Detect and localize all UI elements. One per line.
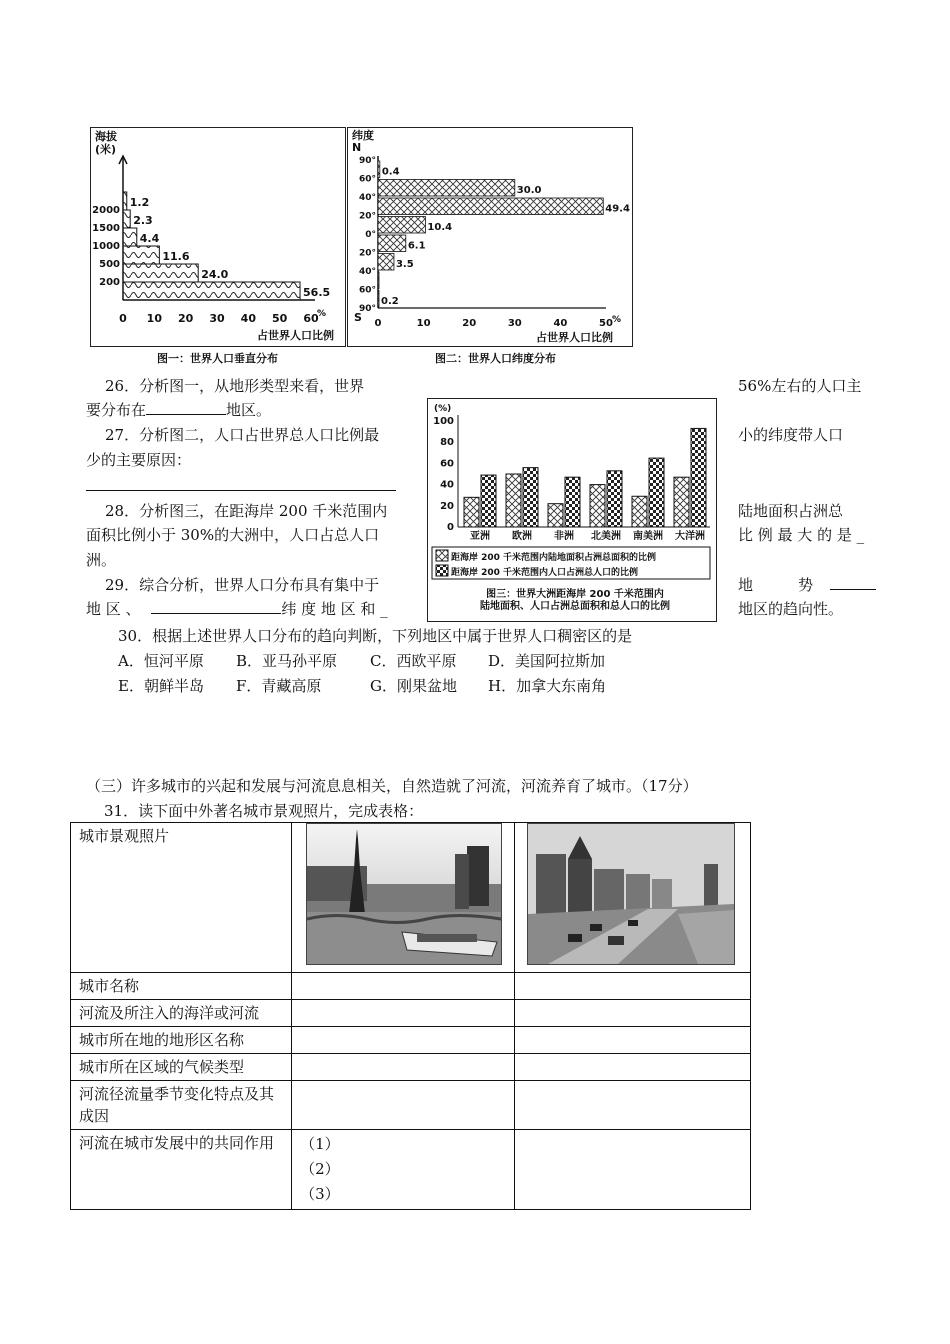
- x-unit: %: [317, 309, 327, 319]
- table-row: [71, 1054, 751, 1081]
- city-table: [70, 822, 751, 1210]
- table-row: [71, 1027, 751, 1054]
- answer-cell[interactable]: [515, 1130, 751, 1210]
- fig2-xlabel: 占世界人口比例: [536, 331, 613, 344]
- fig1-ylabel-unit: (米): [95, 143, 117, 156]
- fig1-ylabel: 海拔: [95, 130, 117, 143]
- figure-3-coastal-ratio: [427, 398, 717, 622]
- q27-line1: 27．分析图二，人口占世界总人口比例最: [105, 426, 380, 444]
- x-tick-label: 南美洲: [633, 531, 663, 542]
- bar-population: [649, 458, 664, 527]
- data-label: 56.5: [303, 286, 331, 299]
- q30-option-a[interactable]: A．恒河平原: [118, 652, 204, 670]
- row-label-landform: 城市所在地的地形区名称: [71, 1027, 292, 1054]
- answer-cell[interactable]: [292, 1054, 515, 1081]
- x-unit: %: [612, 315, 622, 325]
- q29-terrain: 地 势: [738, 576, 814, 594]
- q29-line1-right: [738, 574, 876, 596]
- mark-2: （2）: [300, 1160, 340, 1178]
- legend-label-area: 距海岸 200 千米范围内陆地面积占洲总面积的比例: [451, 553, 657, 563]
- table-row: [71, 1081, 751, 1130]
- y-tick-label: 0: [447, 522, 454, 533]
- data-label: 3.5: [395, 259, 414, 270]
- x-tick-label: 亚洲: [470, 531, 490, 542]
- bar: [378, 291, 379, 308]
- y-tick-label: 20°: [358, 248, 376, 259]
- y-tick-label: 40°: [358, 267, 376, 277]
- figure-1-vertical-distribution: [90, 127, 346, 347]
- fig2-caption: 图二：世界人口纬度分布: [435, 352, 556, 365]
- y-tick-label: 40°: [358, 193, 376, 203]
- q30-options-row1: [118, 650, 605, 672]
- photo-cell-paris: [292, 823, 515, 973]
- data-label: 49.4: [605, 203, 630, 215]
- data-label: 11.6: [162, 250, 190, 263]
- x-tick-label: 欧洲: [512, 531, 532, 542]
- bar: [378, 180, 515, 197]
- x-tick-label: 20: [462, 318, 477, 329]
- row-label-city-name: 城市名称: [71, 973, 292, 1000]
- q29-line2: [86, 598, 388, 620]
- bar-population: [481, 475, 496, 527]
- data-label: 1.2: [129, 196, 150, 209]
- q30-option-f[interactable]: F．青藏高原: [236, 677, 322, 695]
- answer-cell[interactable]: [515, 1027, 751, 1054]
- section3-intro: （三）许多城市的兴起和发展与河流息息相关，自然造就了河流，河流养育了城市。（17分）: [86, 777, 698, 795]
- bar: [378, 161, 380, 178]
- y-tick-label: 60°: [358, 285, 376, 296]
- q30-option-c[interactable]: C．西欧平原: [370, 652, 457, 670]
- bar: [123, 192, 127, 210]
- q26-line1: 26．分析图一，从地形类型来看，世界: [105, 377, 365, 395]
- y-tick-label: 80: [440, 437, 454, 449]
- q26-line1-right: 56%左右的人口主: [738, 377, 862, 395]
- q30-option-b[interactable]: B．亚马孙平原: [236, 652, 338, 670]
- fig1-xlabel: 占世界人口比例: [257, 329, 334, 342]
- legend-swatch-population: [436, 565, 448, 576]
- figure-2-latitude-distribution: [347, 127, 633, 347]
- fig3-caption-line2: 陆地面积、人口占洲总面积和总人口的比例: [480, 601, 670, 612]
- data-label: 30.0: [516, 185, 542, 196]
- x-tick-label: 20: [178, 312, 194, 325]
- q29-lat: 纬 度 地 区 和 _: [281, 600, 388, 618]
- x-tick-label: 大洋洲: [675, 531, 705, 542]
- q27-answer-line[interactable]: [86, 490, 396, 491]
- y-unit: (%): [434, 404, 452, 414]
- x-tick-label: 30: [209, 312, 225, 325]
- bar-area: [674, 477, 689, 527]
- data-label: 10.4: [427, 222, 453, 233]
- table-row: [71, 1130, 751, 1210]
- y-tick-label: 200: [99, 277, 120, 288]
- q30-options-row2: [118, 675, 606, 697]
- q28-line2-right: 比 例 最 大 的 是 _: [738, 526, 865, 544]
- row-label-river: 河流及所注入的海洋或河流: [71, 1000, 292, 1027]
- x-tick-label: 50: [599, 318, 613, 329]
- answer-cell[interactable]: [515, 973, 751, 1000]
- q29-region: 地 区 、: [86, 600, 141, 618]
- bar: [378, 254, 394, 271]
- answer-cell[interactable]: [292, 1081, 515, 1130]
- bar-population: [607, 471, 622, 527]
- y-tick-label: 90°: [358, 304, 376, 314]
- data-label: 2.3: [133, 214, 153, 227]
- fig2-north: N: [352, 141, 362, 154]
- bar: [123, 246, 159, 264]
- q26-answer-blank[interactable]: [146, 399, 226, 415]
- q28-line3: 洲。: [86, 551, 117, 569]
- q28-line1: 28．分析图三，在距海岸 200 千米范围内: [105, 502, 388, 520]
- y-tick-label: 1500: [92, 223, 120, 234]
- legend-label-population: 距海岸 200 千米范围内人口占洲总人口的比例: [451, 568, 639, 578]
- q28-line1-right: 陆地面积占洲总: [738, 502, 844, 520]
- y-tick-label: 90°: [358, 156, 376, 166]
- y-tick-label: 0°: [365, 230, 376, 240]
- data-label: 6.1: [407, 240, 426, 252]
- fig3-caption-line1: 图三：世界大洲距海岸 200 千米范围内: [486, 589, 664, 600]
- answer-cell[interactable]: [515, 1081, 751, 1130]
- q31-stem: 31．读下面中外著名城市景观照片，完成表格：: [104, 802, 424, 820]
- y-tick-label: 500: [99, 259, 120, 270]
- answer-cell[interactable]: [515, 1000, 751, 1027]
- bar-area: [506, 474, 521, 527]
- fig2-ylabel: 纬度: [352, 129, 374, 142]
- y-tick-label: 1000: [92, 241, 120, 252]
- answer-cell[interactable]: [292, 1130, 515, 1210]
- figure-3-chart: [428, 399, 716, 621]
- table-row: [71, 823, 751, 973]
- legend-swatch-area: [436, 550, 448, 561]
- y-tick-label: 60°: [358, 174, 376, 185]
- row-label-river-role: 河流在城市发展中的共同作用: [71, 1130, 292, 1210]
- bar: [123, 282, 300, 300]
- q27-line1-right: 小的纬度带人口: [738, 426, 844, 444]
- q29-line2-right: 地区的趋向性。: [738, 600, 844, 618]
- photo-cell-shanghai: [515, 823, 751, 973]
- x-tick-label: 30: [507, 318, 522, 329]
- x-tick-label: 北美洲: [591, 531, 621, 542]
- x-tick-label: 0: [374, 318, 382, 329]
- q30-option-h[interactable]: H．加拿大东南角: [488, 677, 607, 695]
- answer-cell[interactable]: [292, 1000, 515, 1027]
- bar-population: [523, 468, 538, 527]
- bar: [378, 198, 603, 215]
- mark-3: （3）: [300, 1185, 340, 1203]
- y-tick-label: 20: [440, 500, 454, 512]
- bar-area: [632, 496, 647, 527]
- x-tick-label: 40: [553, 318, 568, 329]
- shanghai-photo: [527, 823, 735, 965]
- bar-population: [565, 477, 580, 527]
- data-label: 4.4: [139, 232, 160, 245]
- row-label-climate: 城市所在区域的气候类型: [71, 1054, 292, 1081]
- q26-line2: [86, 399, 271, 421]
- bar-area: [464, 497, 479, 527]
- figure-1-chart: [91, 128, 345, 346]
- y-tick-label: 20°: [358, 211, 376, 222]
- x-tick-label: 非洲: [554, 531, 574, 542]
- answer-cell[interactable]: [292, 973, 515, 1000]
- row-label-runoff: 河流径流量季节变化特点及其成因: [71, 1081, 292, 1130]
- x-tick-label: 50: [272, 312, 288, 325]
- q26-text: 要分布在: [86, 401, 147, 419]
- x-tick-label: 60: [303, 312, 319, 325]
- paris-photo: [306, 823, 502, 965]
- bar-area: [590, 485, 605, 527]
- fig2-south: S: [354, 311, 362, 324]
- q30-option-g[interactable]: G．刚果盆地: [370, 677, 457, 695]
- bar: [123, 210, 130, 228]
- y-tick-label: 2000: [92, 205, 120, 216]
- q30-option-e[interactable]: E．朝鲜半岛: [118, 677, 204, 695]
- q29-blank-1[interactable]: [830, 574, 876, 590]
- bar-population: [691, 428, 706, 527]
- figure-2-chart: [348, 128, 632, 346]
- q29-blank-2[interactable]: [151, 598, 281, 614]
- bar: [378, 272, 379, 289]
- bar: [123, 228, 137, 246]
- y-tick-label: 100: [433, 416, 454, 427]
- x-tick-label: 10: [416, 318, 431, 329]
- data-label: 24.0: [201, 268, 229, 281]
- q30-option-d[interactable]: D．美国阿拉斯加: [488, 652, 606, 670]
- table-row: [71, 1000, 751, 1027]
- q29-line1: 29．综合分析，世界人口分布具有集中于: [105, 576, 380, 594]
- data-label: 0.2: [381, 296, 399, 307]
- bar-area: [548, 504, 563, 527]
- table-row: [71, 973, 751, 1000]
- fig1-caption: 图一：世界人口垂直分布: [157, 352, 278, 365]
- x-tick-label: 10: [146, 312, 162, 325]
- q26-text-end: 地区。: [226, 401, 272, 419]
- row-label-photo: 城市景观照片: [71, 823, 292, 973]
- q30-stem: 30．根据上述世界人口分布的趋向判断，下列地区中属于世界人口稠密区的是: [118, 627, 633, 645]
- q28-line2: 面积比例小于 30%的大洲中，人口占总人口: [86, 526, 380, 544]
- data-label: 0.4: [381, 166, 400, 178]
- bar: [378, 217, 425, 234]
- bar: [123, 264, 198, 282]
- q27-line2: 少的主要原因：: [86, 451, 192, 469]
- answer-cell[interactable]: [515, 1054, 751, 1081]
- y-tick-label: 60: [440, 458, 454, 470]
- x-tick-label: 0: [119, 312, 127, 325]
- mark-1: （1）: [300, 1135, 340, 1153]
- bar: [378, 235, 406, 252]
- y-tick-label: 40: [440, 479, 454, 491]
- x-tick-label: 40: [240, 312, 256, 325]
- answer-cell[interactable]: [292, 1027, 515, 1054]
